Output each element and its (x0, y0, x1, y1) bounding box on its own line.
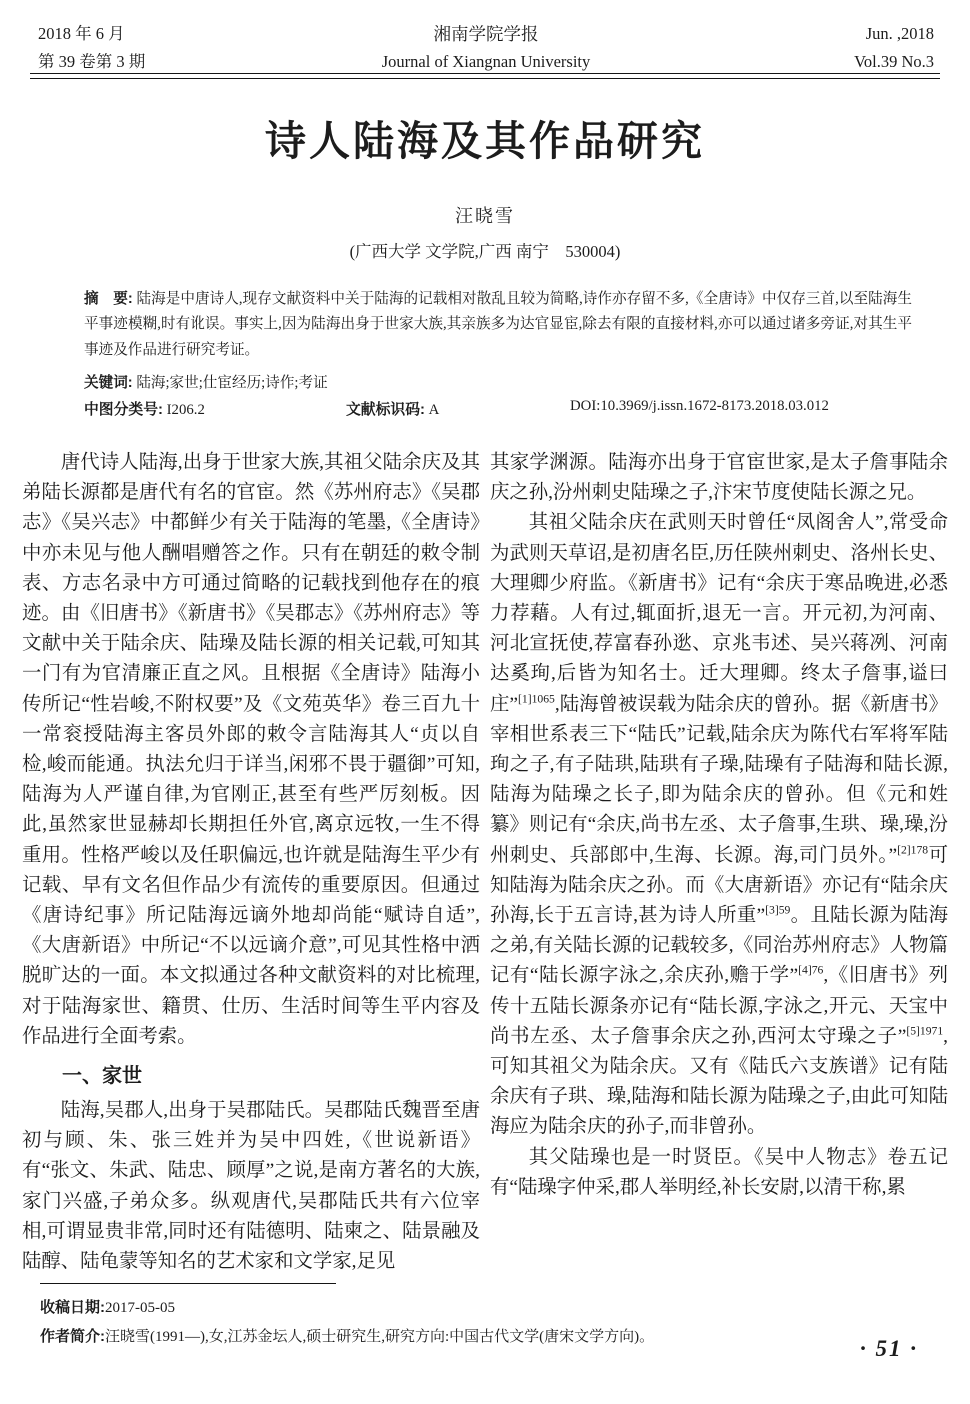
header-issue-date (38, 20, 382, 76)
keywords-label: 关键词: (84, 375, 133, 391)
clc-label: 中图分类号: (84, 402, 163, 418)
header-divider-rule (30, 73, 940, 79)
paragraph-family-continuation: 其家学渊源。陆海亦出身于官宦世家,是太子詹事陆余庆之孙,汾州刺史陆璪之子,汴宋节度使陆长源之兄。 (490, 452, 948, 504)
author-bio-text: 汪晓雪(1991—),女,江苏金坛人,硕士研究生,研究方向:中国古代文学(唐宋文学方向)。 (105, 1328, 655, 1345)
header-vol-no: Vol.39 No.3 (854, 52, 934, 71)
paragraph-intro: 唐代诗人陆海,出身于世家大族,其祖父陆余庆及其弟陆长源都是唐代有名的官宦。然《苏州府志》《吴郡志》《吴兴志》中都鲜少有关于陆海的笔墨,《全唐诗》中亦未见与他人酬唱赠答之作。只有在朝廷的敕令制表、方志名录中方可通过简略的记载找到他存在的痕迹。由《旧唐书》《新唐书》《吴郡志》《苏州府志》等文献中关于陆余庆、陆璪及陆长源的相关记载,可知其一门有为官清廉正直之风。且根据《全唐诗》陆海小传所记“性岩峻,不附权要”及《文苑英华》卷三百九十一常衮授陆海主客员外郎的敕令言陆海其人“贞以自检,峻而能通。执法允归于详当,闲邪不畏于疆御”可知,陆海为人严谨自律,为官刚正,甚至有些严厉刻板。因此,虽然家世显赫却长期担任外官,离京远牧,一生不得重用。性格严峻以及任职偏远,也许就是陆海生平少有记载、早有文名但作品少有流传的重要原因。但通过《唐诗纪事》所记陆海远谪外地却尚能“赋诗自适”,《大唐新语》中所记“不以远谪介意”,可见其性格中洒脱旷达的一面。本文拟通过各种文献资料的对比梳理,对于陆海家世、籍贯、仕历、生活时间等生平内容及作品进行全面考索。 (22, 452, 480, 1047)
article-title: 诗人陆海及其作品研究 (265, 118, 705, 164)
keywords-text: 陆海;家世;仕宦经历;诗作;考证 (136, 375, 328, 391)
paragraph-grandfather: 其祖父陆余庆在武则天时曾任“凤阁舍人”,常受命为武则天草诏,是初唐名臣,历任陕州刺史、洛州长史、大理卿少府监。《新唐书》记有“余庆于寒品晚进,必悉力荐藉。人有过,辄面折,退无一言。开元初,为河南、河北宣抚使,荐富春孙逖、京兆韦述、吴兴蒋冽、河南达奚珣,后皆为知名士。迁大理卿。终太子詹事,谥曰庄”$^{[1]1065}$,陆海曾被误载为陆余庆的曾孙。据《新唐书》宰相世系表三下“陆氏”记载,陆余庆为陈代右军将军陆珣之子,有子陆珙,陆珙有子璪,陆璪有子陆海和陆长源,陆海为陆璪之长子,即为陆余庆的曾孙。但《元和姓纂》则记有“余庆,尚书左丞、太子詹事,生珙、璪,璪,汾州刺史、兵部郎中,生海、长源。海,司门员外。”$^{[2]178}$可知陆海为陆余庆之孙。而《大唐新语》亦记有“陆余庆孙海,长于五言诗,甚为诗人所重”$^{[3]59}$。且陆长源为陆海之弟,有关陆长源的记载较多,《同治苏州府志》人物篇记有“陆长源字泳之,余庆孙,赡于学”$^{[4]76}$,《旧唐书》列传十五陆长源条亦记有“陆长源,字泳之,开元、天宝中尚书左丞、太子詹事余庆之孙,西河太守璪之子”$^{[5]1971}$,可知其祖父为陆余庆。又有《陆氏六支族谱》记有陆余庆有子珙、璪,陆海和陆长源为陆璪之子,由此可知陆海应为陆余庆的孙子,而非曾孙。 (490, 512, 949, 1138)
header-issue-info (590, 20, 934, 76)
body-column-left (22, 448, 480, 1277)
received-date-label: 收稿日期: (40, 1299, 105, 1316)
footnote-block (40, 1294, 930, 1351)
article-affiliation: (广西大学 文学院,广西 南宁 530004) (349, 242, 621, 261)
document-code (346, 398, 439, 419)
abstract (84, 287, 912, 363)
received-date-value: 2017-05-05 (105, 1300, 175, 1316)
footnote-divider-rule (40, 1283, 336, 1284)
author-bio-label: 作者简介: (40, 1327, 105, 1345)
document-code-value: A (428, 402, 440, 418)
article-author: 汪晓雪 (455, 206, 515, 226)
body-column-right (490, 448, 948, 1203)
paragraph-father: 其父陆璪也是一时贤臣。《吴中人物志》卷五记有“陆璪字仲采,郡人举明经,补长安尉,以清干称,累 (490, 1146, 948, 1198)
clc-number (84, 398, 205, 419)
header-volume-line: 第 39 卷第 3 期 (38, 52, 146, 71)
abstract-text: 陆海是中唐诗人,现存文献资料中关于陆海的记载相对散乱且较为简略,诗作亦存留不多,《全唐诗》中仅存三首,以至陆海生平事迹模糊,时有讹误。事实上,因为陆海出身于世家大族,其亲族多为达官显宦,除去有限的直接材料,亦可以通过诸多旁证,对其生平事迹及作品进行研究考证。 (84, 291, 912, 358)
abstract-label: 摘 要: (84, 291, 133, 307)
doi: DOI:10.3969/j.issn.1672-8173.2018.03.012 (570, 398, 829, 414)
journal-name-chinese: 湘南学院学报 (433, 24, 539, 44)
journal-name-english: Journal of Xiangnan University (381, 52, 591, 71)
received-date-line (40, 1294, 930, 1323)
header-journal-name (382, 20, 591, 76)
header-month-year: Jun. ,2018 (865, 24, 934, 43)
classification-row (84, 398, 912, 424)
header-date-line: 2018 年 6 月 (38, 24, 125, 43)
keywords (84, 371, 912, 396)
author-bio-line (40, 1323, 930, 1352)
paragraph-family-1: 陆海,吴郡人,出身于吴郡陆氏。吴郡陆氏魏晋至唐初与顾、朱、张三姓并为吴中四姓,《世说新语》有“张文、朱武、陆忠、顾厚”之说,是南方著名的大族,家门兴盛,子弟众多。纵观唐代,吴郡陆氏共有六位宰相,可谓显贵非常,同时还有陆德明、陆柬之、陆景融及陆醇、陆龟蒙等知名的艺术家和文学家,足见 (22, 1100, 480, 1273)
section-heading-family: 一、家世 (62, 1065, 142, 1088)
journal-header (38, 20, 934, 76)
document-code-label: 文献标识码: (346, 402, 425, 418)
page-number: · 51 · (860, 1336, 918, 1361)
clc-value: I206.2 (166, 402, 205, 418)
